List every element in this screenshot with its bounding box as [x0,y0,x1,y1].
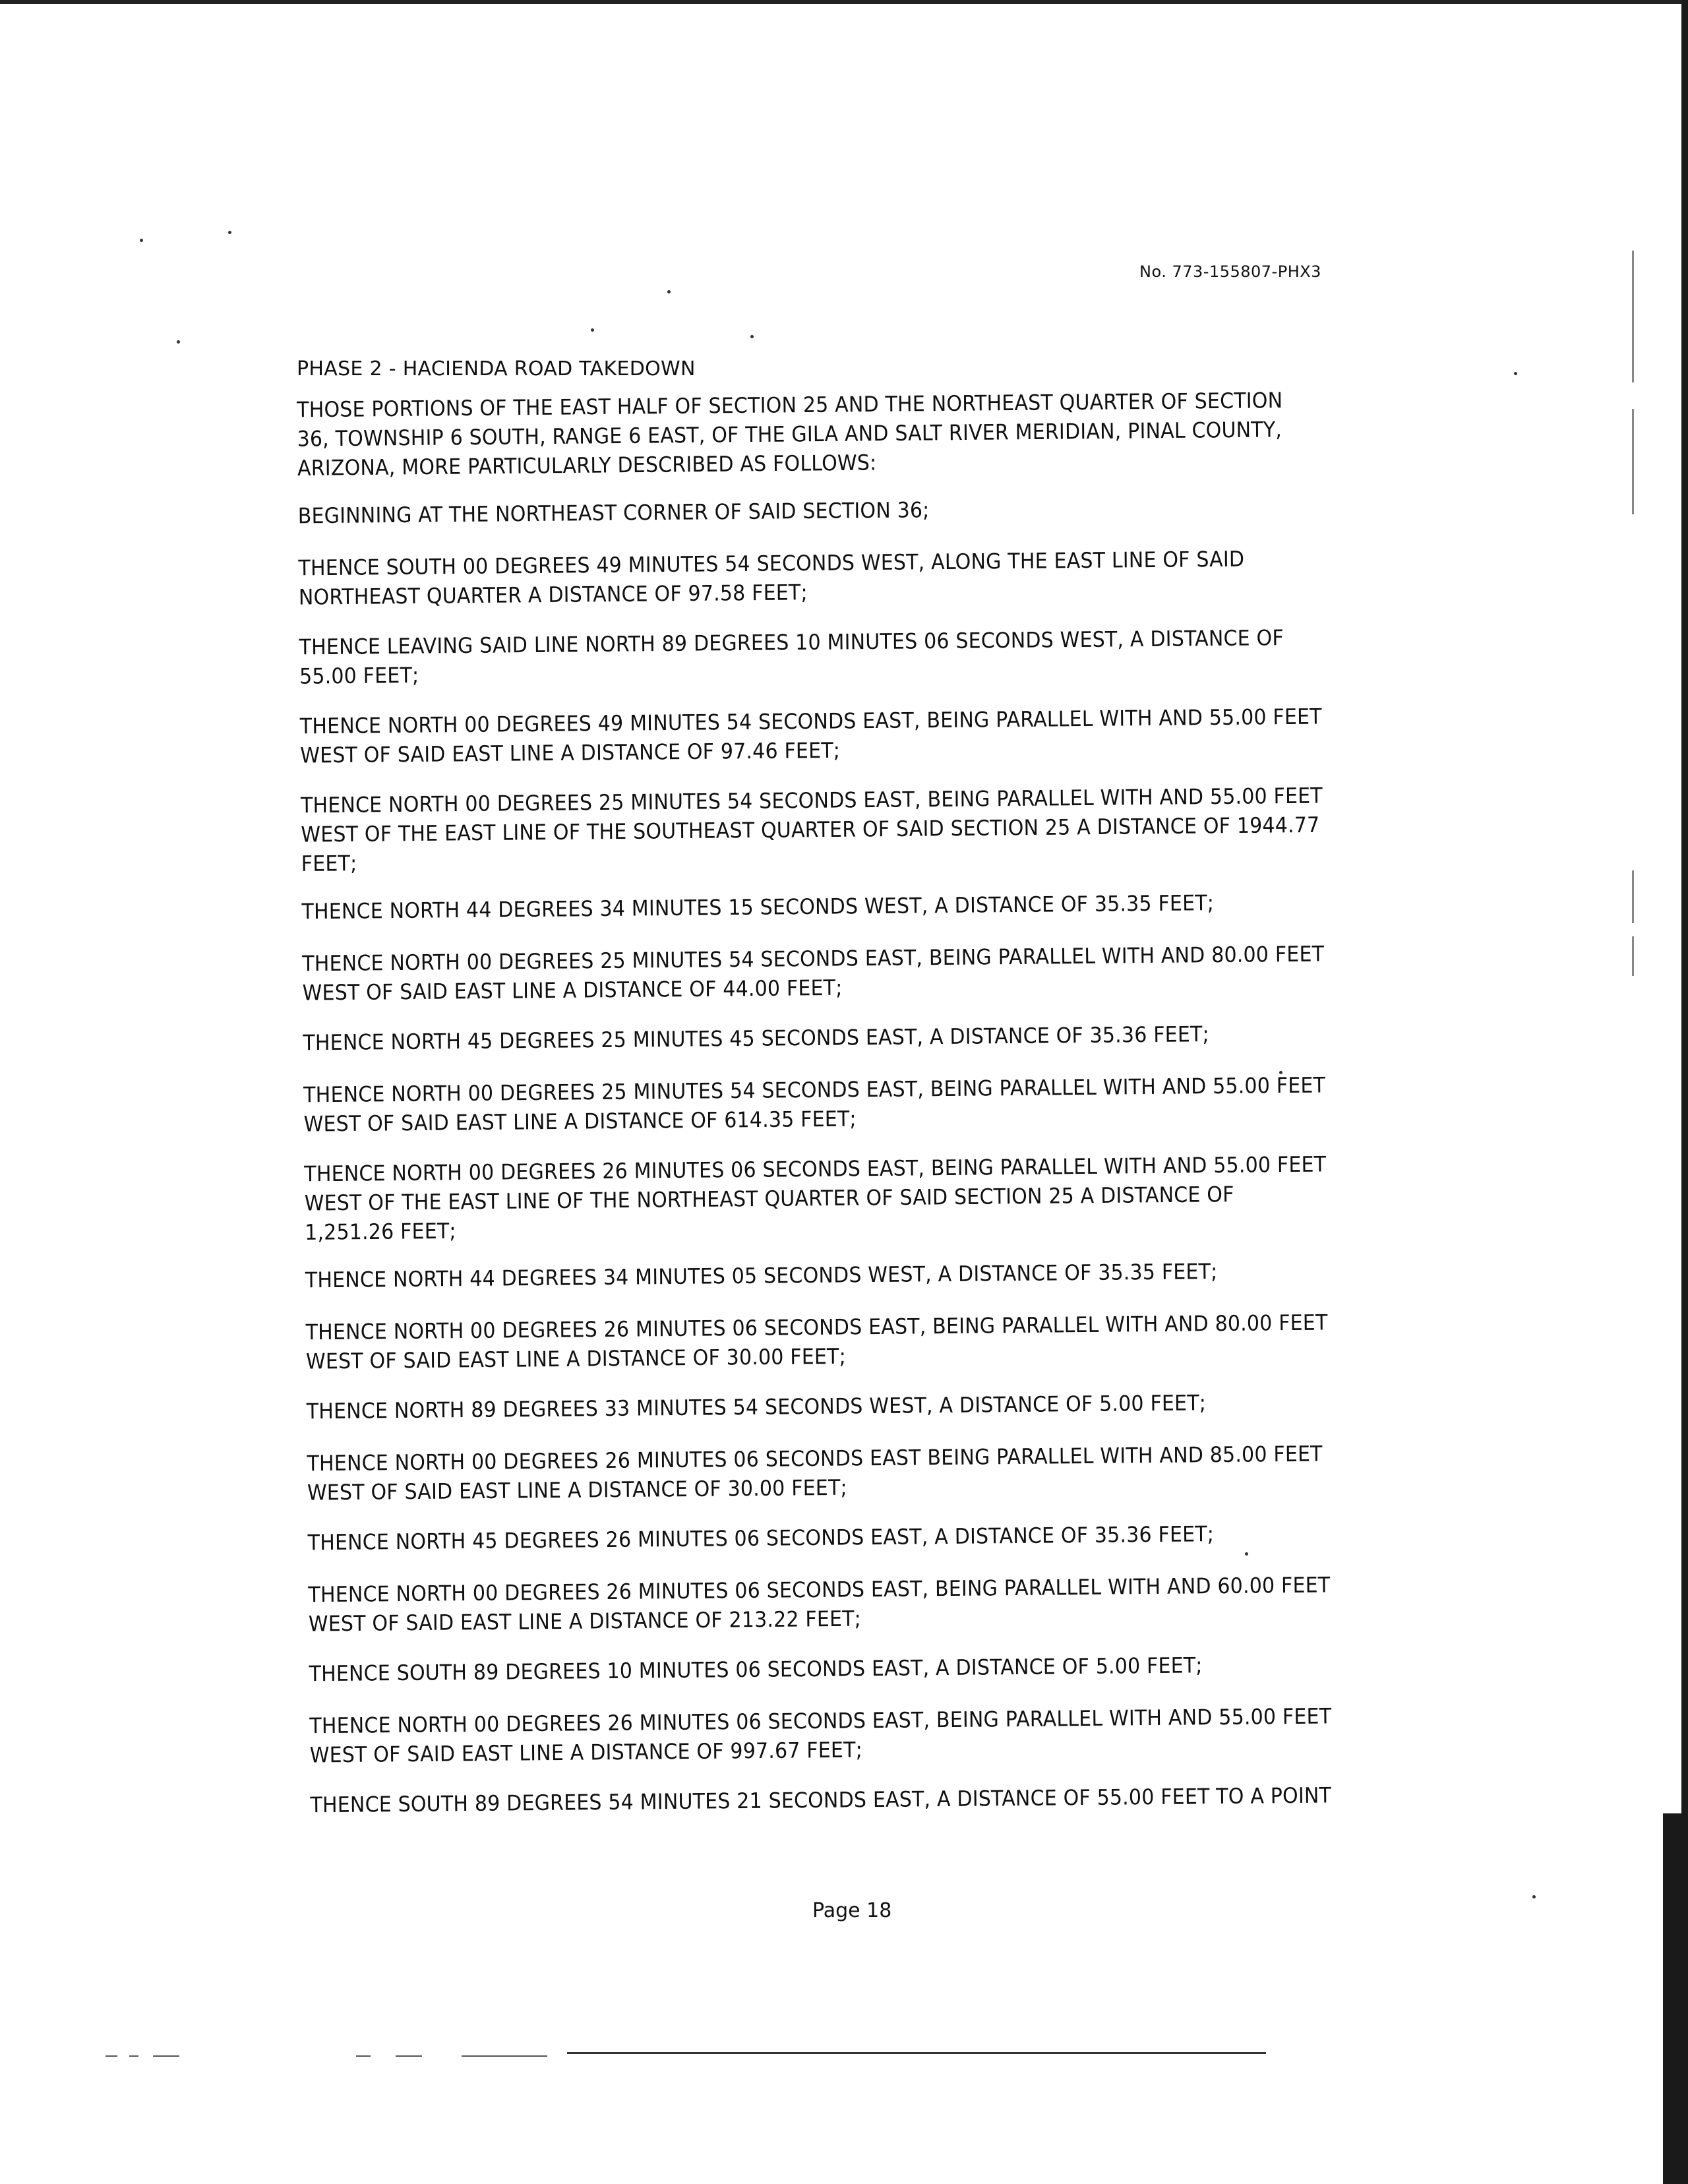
scan-speck [667,290,671,293]
paragraph-course: THENCE NORTH 44 DEGREES 34 MINUTES 15 SECONDS WEST, A DISTANCE OF 35.35 FEET; [301,890,1215,925]
scan-edge-top [0,0,1688,4]
scan-speck [140,239,143,242]
scan-speck [1514,372,1517,375]
paragraph-course: THENCE NORTH 44 DEGREES 34 MINUTES 05 SECONDS WEST, A DISTANCE OF 35.35 FEET; [305,1259,1218,1293]
paragraph-course: THENCE NORTH 00 DEGREES 25 MINUTES 54 SECONDS EAST, BEING PARALLEL WITH AND 55.00 FEET WEST OF THE EAST LINE OF THE SOUTHEAST QUARTER OF SAID SECTION 25 A DISTANCE OF 1944.77 FEET; [300,783,1323,877]
paragraph-course: THENCE NORTH 00 DEGREES 25 MINUTES 54 SECONDS EAST, BEING PARALLEL WITH AND 55.00 FEET WEST OF SAID EAST LINE A DISTANCE OF 614.35 FEET; [303,1073,1326,1138]
page-number: Page 18 [812,1899,892,1922]
paragraph-course: THENCE SOUTH 89 DEGREES 54 MINUTES 21 SECONDS EAST, A DISTANCE OF 55.00 FEET TO A POINT [310,1783,1332,1818]
footer-dash [356,2055,371,2057]
paragraph-course: THENCE NORTH 00 DEGREES 26 MINUTES 06 SECONDS EAST BEING PARALLEL WITH AND 85.00 FEET WEST OF SAID EAST LINE A DISTANCE OF 30.00 FEET; [307,1441,1323,1506]
paragraph-course: THENCE LEAVING SAID LINE NORTH 89 DEGREES 10 MINUTES 06 SECONDS WEST, A DISTANCE OF 55.00 FEET; [299,625,1284,690]
paragraph-course: THENCE SOUTH 89 DEGREES 10 MINUTES 06 SECONDS EAST, A DISTANCE OF 5.00 FEET; [309,1653,1203,1687]
footer-rule [567,2052,1266,2054]
scan-speck [228,231,231,234]
scan-speck [591,328,594,332]
paragraph-course: THENCE NORTH 00 DEGREES 26 MINUTES 06 SECONDS EAST, BEING PARALLEL WITH AND 55.00 FEET WEST OF THE EAST LINE OF THE NORTHEAST QUARTER OF SAID SECTION 25 A DISTANCE OF 1,251.26 FEET; [304,1152,1327,1246]
scan-speck [177,340,180,344]
paragraph-course: THENCE NORTH 00 DEGREES 25 MINUTES 54 SECONDS EAST, BEING PARALLEL WITH AND 80.00 FEET WEST OF SAID EAST LINE A DISTANCE OF 44.00 FEET; [302,942,1325,1006]
scan-edge-right [1681,0,1688,2184]
paragraph-intro: THOSE PORTIONS OF THE EAST HALF OF SECTION 25 AND THE NORTHEAST QUARTER OF SECTION 36, TOWNSHIP 6 SOUTH, RANGE 6 EAST, OF THE GILA AND SALT RIVER MERIDIAN, PINAL COUNTY, ARIZONA, MORE PARTICULARLY DESCRIBED AS FOLLOWS: [297,388,1283,481]
paragraph-course: THENCE NORTH 00 DEGREES 26 MINUTES 06 SECONDS EAST, BEING PARALLEL WITH AND 60.00 FEET WEST OF SAID EAST LINE A DISTANCE OF 213.22 FEET; [308,1573,1331,1637]
footer-dash [396,2055,422,2057]
paragraph-course: THENCE NORTH 45 DEGREES 26 MINUTES 06 SECONDS EAST, A DISTANCE OF 35.36 FEET; [307,1521,1215,1556]
legal-description [297,386,1366,1843]
margin-mark [1632,936,1634,976]
paragraph-course: BEGINNING AT THE NORTHEAST CORNER OF SAID SECTION 36; [297,498,930,530]
paragraph-course: THENCE NORTH 00 DEGREES 26 MINUTES 06 SECONDS EAST, BEING PARALLEL WITH AND 55.00 FEET WEST OF SAID EAST LINE A DISTANCE OF 997.67 FEET; [309,1704,1332,1769]
paragraph-course: THENCE NORTH 00 DEGREES 26 MINUTES 06 SECONDS EAST, BEING PARALLEL WITH AND 80.00 FEET WEST OF SAID EAST LINE A DISTANCE OF 30.00 FEET; [305,1310,1328,1375]
margin-mark [1632,870,1634,923]
paragraph-course: THENCE NORTH 45 DEGREES 25 MINUTES 45 SECONDS EAST, A DISTANCE OF 35.36 FEET; [303,1022,1210,1056]
footer-dash [462,2055,547,2057]
footer-dash [129,2055,138,2057]
paragraph-course: THENCE NORTH 89 DEGREES 33 MINUTES 54 SECONDS WEST, A DISTANCE OF 5.00 FEET; [306,1391,1207,1424]
scan-speck [750,335,754,338]
scan-edge-shadow [1663,1813,1681,2184]
margin-mark [1632,251,1634,382]
footer-dash [153,2055,179,2057]
margin-mark [1632,409,1634,514]
document-number: No. 773-155807-PHX3 [1139,262,1321,281]
scan-speck [1532,1895,1536,1898]
paragraph-course: THENCE SOUTH 00 DEGREES 49 MINUTES 54 SECONDS WEST, ALONG THE EAST LINE OF SAID NORTHEAST QUARTER A DISTANCE OF 97.58 FEET; [298,547,1245,611]
paragraph-course: THENCE NORTH 00 DEGREES 49 MINUTES 54 SECONDS EAST, BEING PARALLEL WITH AND 55.00 FEET WEST OF SAID EAST LINE A DISTANCE OF 97.46 FEET; [299,704,1322,769]
footer-dash [106,2055,117,2057]
section-title: PHASE 2 - HACIENDA ROAD TAKEDOWN [297,357,696,380]
